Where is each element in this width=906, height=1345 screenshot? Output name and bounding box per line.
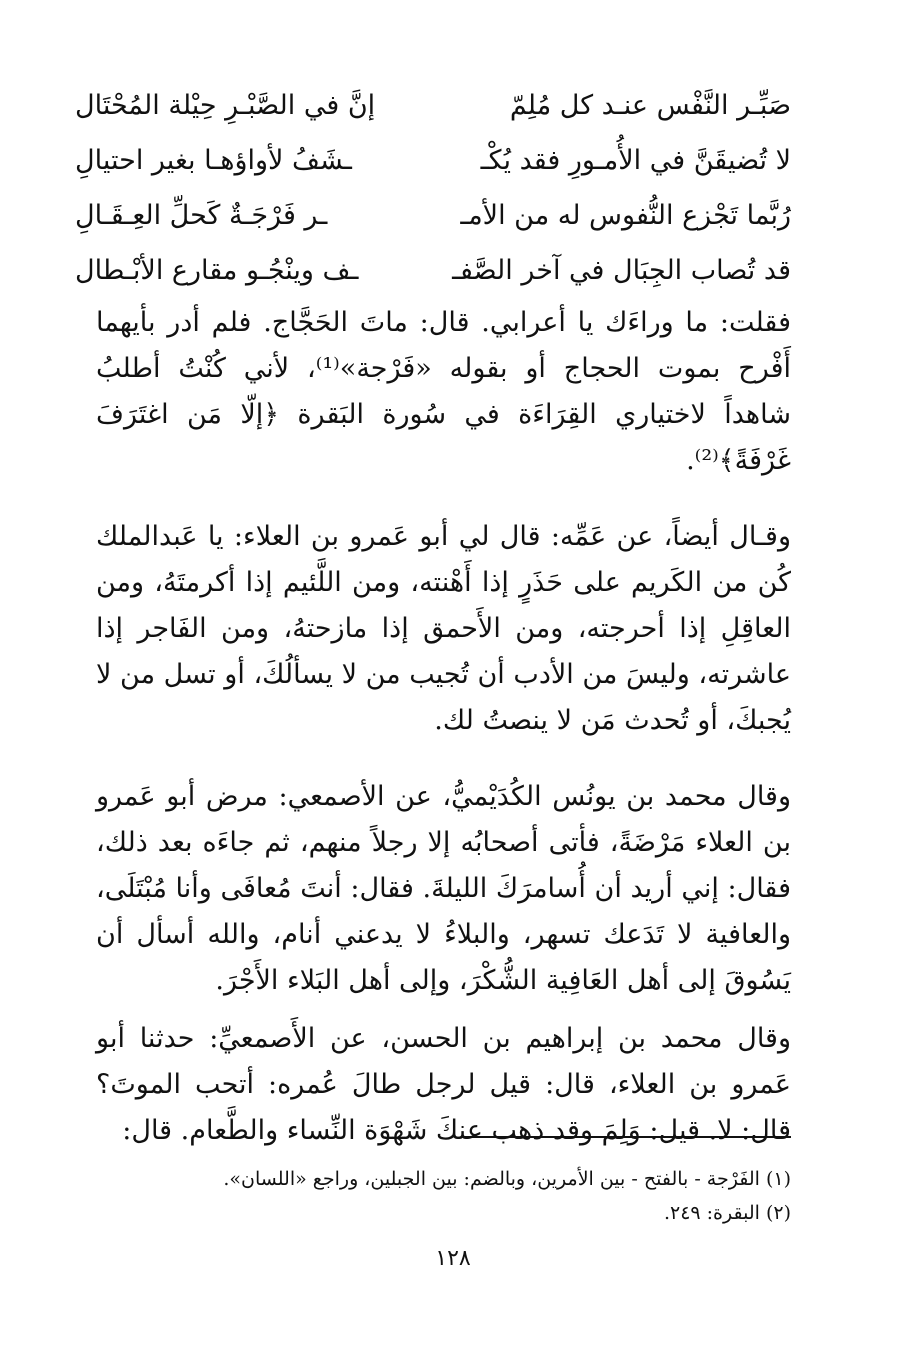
verse-second-hemistich: ـر فَرْجَـةٌ كَحلِّ العِـقَـالِ bbox=[75, 200, 328, 231]
footnote: (٢) البقرة: ٢٤٩. bbox=[663, 1202, 791, 1224]
verse-second-hemistich: ـشَفُ لأواؤهـا بغير احتيالِ bbox=[75, 145, 352, 176]
paragraph: وقـال أيضاً، عن عَمِّه: قال لي أبو عَمرو بن العلاء: يا عَبدالملك كُن من الكَريم على حَذَرٍ إذا أَهْنته، ومن اللَّئيم إذا أكرمتَهُ، ومن العاقِلِ إذا أحرجته، ومن الأَحمق إذا مازحتهُ، ومن الفَاجر إذا عاشرته، وليسَ من الأدب أن تُجيب من لا يسألُكَ، أو تسل من لا يُجبكَ، أو تُحدث مَن لا ينصتُ لك. bbox=[96, 521, 791, 736]
paragraph: وقال محمد بن إبراهيم بن الحسن، عن الأَصمعيِّ: حدثنا أبو عَمرو بن العلاء، قال: قيل لرجل طالَ عُمره: أتحب الموتَ؟ قال: لا. قيل: وَلِمَ وقد ذهب عنكَ شَهْوَة النِّساء والطَّعام. قال: bbox=[96, 1023, 792, 1146]
verse bbox=[75, 78, 791, 133]
footnote-divider bbox=[461, 1136, 791, 1138]
verse bbox=[75, 133, 791, 188]
verse-first-hemistich: لا تُضيقَنَّ في الأُمـورِ فقد يُكْـ bbox=[480, 145, 791, 176]
poem bbox=[75, 78, 791, 298]
verse-second-hemistich: ـف وينْجُـو مقارع الأبْـطال bbox=[75, 255, 359, 286]
body-text bbox=[96, 300, 791, 1154]
paragraph: وقال محمد بن يونُس الكُدَيْميُّ، عن الأصمعي: مرض أبو عَمرو بن العلاء مَرْضَةً، فأتى أصحابُه إلا رجلاً منهم، ثم جاءَه بعد ذلك، فقال: إني أريد أن أُسامرَكَ الليلةَ. فقال: أنتَ مُعافَى وأنا مُبْتَلَى، والعافية لا تَدَعك تسهر، والبلاءُ لا يدعني أنام، والله أسأل أن يَسُوقَ إلى أهل العَافِية الشُّكْرَ، وإلى أهل البَلاء الأَجْرَ. bbox=[96, 781, 791, 996]
verse bbox=[75, 188, 791, 243]
verse-first-hemistich: صَبِّـر النَّفْس عنـد كل مُلِمّ bbox=[509, 90, 791, 121]
footnotes bbox=[96, 1162, 791, 1230]
verse-first-hemistich: رُبَّما تَجْزع النُّفوس له من الأمـ bbox=[460, 200, 791, 231]
page-number: ١٢٨ bbox=[435, 1246, 471, 1271]
verse-first-hemistich: قد تُصاب الجِبَال في آخر الصَّفـ bbox=[452, 255, 791, 286]
footnote: (١) الفَرْجة - بالفتح - بين الأمرين، وبالضم: بين الجبلين، وراجع «اللسان». bbox=[223, 1168, 791, 1190]
verse-second-hemistich: إنَّ في الصَّبْـرِ حِيْلة المُحْتَال bbox=[75, 90, 376, 121]
verse bbox=[75, 243, 791, 298]
paragraph: فقلت: ما وراءَك يا أعرابي. قال: ماتَ الحَجَّاج. فلم أدر بأيهما أَفْرح بموت الحجاج أو بقوله «فَرْجة»⁽¹⁾، لأني كُنْتُ أطلبُ شاهداً لاختياري القِرَاءَة في سُورة البَقرة ﴿إلّا مَن اغتَرَفَ غَرْفَةً﴾⁽²⁾. bbox=[96, 307, 791, 476]
